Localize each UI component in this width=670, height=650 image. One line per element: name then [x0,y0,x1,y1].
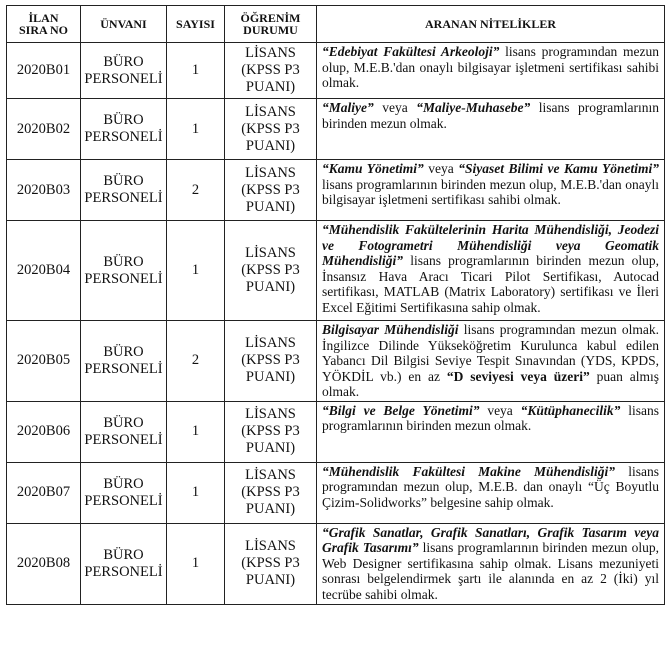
education-cell: LİSANS (KPSS P3 PUANI) [225,401,317,462]
requirement-text-segment: lisans programından mezun olup, M.E.B. dan onaylı “Üç Boyutlu Çizim-Solidworks” belgesine sahip olmak. [322,463,659,510]
ilan-code-cell: 2020B08 [7,523,81,604]
education-cell: LİSANS (KPSS P3 PUANI) [225,221,317,321]
document-page [6,5,664,605]
header-ogrenim-durumu: ÖĞRENİM DURUMU [225,6,317,43]
requirements-cell [317,462,665,523]
title-cell: BÜRO PERSONELİ [81,160,167,221]
requirements-text [322,464,659,511]
title-cell: BÜRO PERSONELİ [81,321,167,402]
title-cell: BÜRO PERSONELİ [81,43,167,99]
table-row [7,401,665,462]
requirement-text-segment: lisans programlarının birinden mezun olup, İnsansız Hava Aracı Ticari Pilot Sertifikası, Autocad sertifikası, MATLAB (Matrix Laboratory) sertifikası ve İleri Excel Eğitimi Sertifikasına sahip olmak. [322,253,659,315]
title-cell: BÜRO PERSONELİ [81,401,167,462]
table-row [7,221,665,321]
requirements-cell [317,401,665,462]
education-cell: LİSANS (KPSS P3 PUANI) [225,462,317,523]
count-cell: 1 [167,401,225,462]
requirements-text [322,322,659,400]
requirement-text-segment: lisans programlarının birinden mezun olup, M.E.B.'dan onaylı bilgisayar işletmeni sertifikası sahibi olmak. [322,176,659,207]
count-cell: 2 [167,160,225,221]
table-row [7,321,665,402]
requirement-emphasis: “D seviyesi veya üzeri” [446,368,590,384]
requirement-text-segment: lisans programlarının birinden mezun olmak. [322,402,659,433]
requirements-text [322,44,659,91]
ilan-code-cell: 2020B06 [7,401,81,462]
requirement-emphasis: “Kütüphanecilik” [520,402,621,418]
count-cell: 2 [167,321,225,402]
requirements-text [322,222,659,315]
job-listing-table [6,5,665,605]
requirements-cell [317,221,665,321]
requirements-cell [317,321,665,402]
requirements-cell [317,43,665,99]
requirements-cell [317,160,665,221]
requirement-emphasis: “Maliye-Muhasebe” [416,100,531,115]
requirements-cell [317,99,665,160]
header-ilan-sira-no: İLAN SIRA NO [7,6,81,43]
title-cell: BÜRO PERSONELİ [81,462,167,523]
table-row [7,99,665,160]
requirement-emphasis: “Kamu Yönetimi” [322,161,424,176]
requirement-text-segment: lisans programlarının birinden mezun olmak. [322,100,659,131]
requirement-emphasis: “Mühendislik Fakültesi Makine Mühendisliği” [322,463,616,479]
ilan-code-cell: 2020B07 [7,462,81,523]
count-cell: 1 [167,523,225,604]
requirements-text [322,525,659,603]
requirement-emphasis: “Grafik Sanatlar, Grafik Sanatları, Grafik Tasarım veya Grafik Tasarımı” [322,524,659,555]
education-cell: LİSANS (KPSS P3 PUANI) [225,523,317,604]
requirements-text [322,403,659,434]
table-row [7,462,665,523]
education-cell: LİSANS (KPSS P3 PUANI) [225,160,317,221]
requirement-text-segment: lisans programından mezun olmak. İngilizce Dilinde Yükseköğretim Kurulunca kabul edilen Yabancı Dil Bilgisi Seviye Tespit Sınavından (YDS, KPDS, YÖKDİL vb.) en az [322,322,659,384]
requirement-emphasis: “Siyaset Bilimi ve Kamu Yönetimi” [458,161,659,176]
requirements-text [322,100,659,131]
requirement-emphasis: “Mühendislik Fakültelerinin Harita Mühendisliği, Jeodezi ve Fotogrametri Mühendisliği veya Geomatik Mühendisliği” [322,222,659,268]
requirement-text-segment: veya [479,402,521,418]
ilan-code-cell: 2020B03 [7,160,81,221]
education-cell: LİSANS (KPSS P3 PUANI) [225,43,317,99]
requirement-text-segment: veya [373,100,417,115]
requirement-emphasis: “Maliye” [322,100,374,115]
requirement-emphasis: Bilgisayar Mühendisliği [322,322,459,337]
count-cell: 1 [167,43,225,99]
ilan-code-cell: 2020B01 [7,43,81,99]
requirements-cell [317,523,665,604]
ilan-code-cell: 2020B02 [7,99,81,160]
title-cell: BÜRO PERSONELİ [81,99,167,160]
requirement-text-segment: puan almış olmak. [322,368,660,399]
requirement-text-segment: lisans programından mezun olup, M.E.B.'dan onaylı bilgisayar işletmeni sertifikası sahibi olmak. [322,44,659,90]
table-row [7,160,665,221]
education-cell: LİSANS (KPSS P3 PUANI) [225,99,317,160]
title-cell: BÜRO PERSONELİ [81,221,167,321]
requirement-emphasis: “Edebiyat Fakültesi Arkeoloji” [322,44,500,59]
ilan-code-cell: 2020B04 [7,221,81,321]
table-row [7,523,665,604]
requirement-text-segment: veya [423,161,459,176]
title-cell: BÜRO PERSONELİ [81,523,167,604]
header-sayisi: SAYISI [167,6,225,43]
ilan-code-cell: 2020B05 [7,321,81,402]
count-cell: 1 [167,99,225,160]
count-cell: 1 [167,221,225,321]
count-cell: 1 [167,462,225,523]
header-unvani: ÜNVANI [81,6,167,43]
requirement-emphasis: “Bilgi ve Belge Yönetimi” [322,402,480,418]
requirement-text-segment: lisans programlarının birinden mezun olup, Web Designer sertifikasına sahip olmak. Lisans mezuniyeti sonrası belgelendirmek şartı ile alanında en az 2 (İki) yıl tecrübe sahibi olmak. [322,540,659,602]
table-row [7,43,665,99]
table-header-row [7,6,665,43]
education-cell: LİSANS (KPSS P3 PUANI) [225,321,317,402]
requirements-text [322,161,659,208]
header-aranan-nitelikler: ARANAN NİTELİKLER [317,6,665,43]
